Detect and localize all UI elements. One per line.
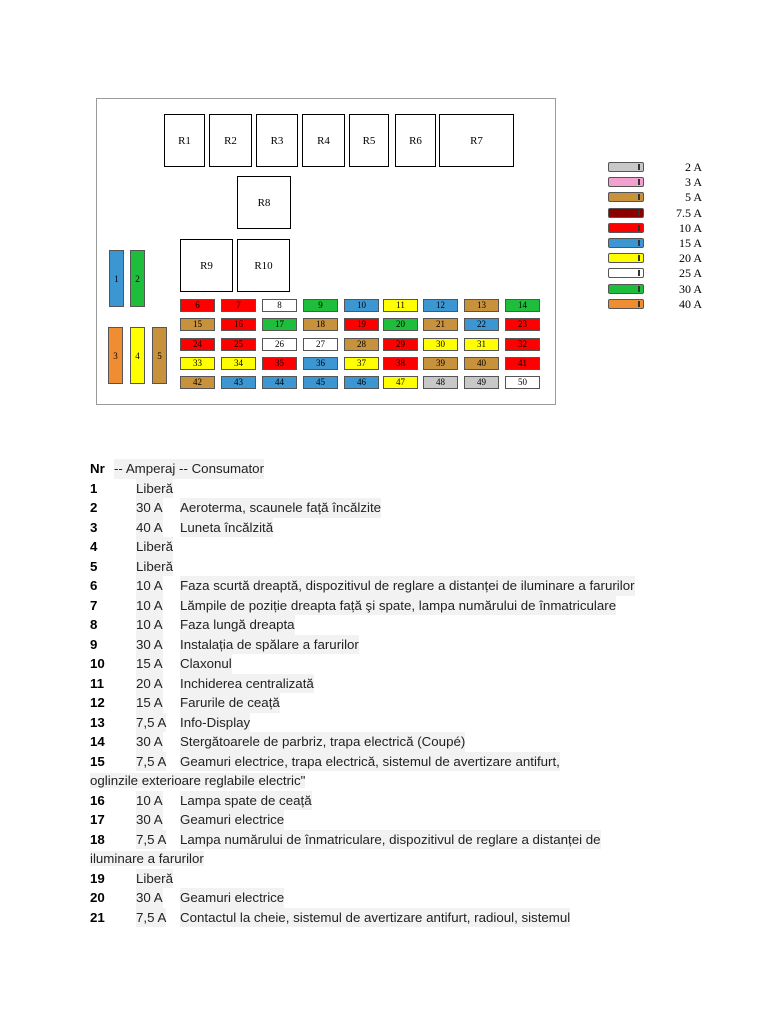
legend-label: 40 A: [678, 296, 702, 311]
list-item: [90, 635, 730, 655]
legend-label: 7.5 A: [675, 205, 702, 220]
relay-r2: R2: [209, 114, 252, 167]
relay-r10: R10: [237, 239, 290, 292]
relay-r5: R5: [349, 114, 389, 167]
item-number: 5: [90, 558, 98, 574]
item-status: Liberă: [136, 869, 173, 889]
legend-label: 30 A: [678, 281, 702, 296]
fuse-5: 5: [152, 327, 167, 384]
item-description: Geamuri electrice: [180, 810, 284, 830]
relay-r1: R1: [164, 114, 205, 167]
list-item: [90, 498, 730, 518]
item-status: Liberă: [136, 479, 173, 499]
legend-label: 2 A: [684, 160, 702, 174]
list-item: [90, 908, 730, 928]
list-item: [90, 830, 730, 850]
legend-label: 5 A: [684, 190, 702, 205]
item-number: 4: [90, 539, 98, 554]
item-number: 19: [90, 870, 105, 886]
item-description: Aeroterma, scaunele față încălzite: [180, 498, 381, 518]
item-amperage: 10 A: [136, 576, 163, 596]
item-amperage: 7,5 A: [136, 752, 166, 772]
item-description: Faza lungă dreapta: [180, 615, 295, 635]
list-item: [90, 596, 730, 616]
item-number: 11: [90, 675, 105, 691]
fuse-7: 7: [221, 299, 256, 312]
item-amperage: 15 A: [136, 654, 163, 674]
fuse-32: 32: [505, 338, 540, 351]
item-status: Liberă: [136, 537, 173, 557]
fuse-35: 35: [262, 357, 297, 370]
relay-r3: R3: [256, 114, 298, 167]
item-number: 14: [90, 734, 105, 749]
header-columns: -- Amperaj -- Consumator: [114, 459, 264, 479]
fuse-14: 14: [505, 299, 540, 312]
fuse-36: 36: [303, 357, 338, 370]
item-status: Liberă: [136, 557, 173, 577]
fuse-12: 12: [423, 299, 458, 312]
item-description: Geamuri electrice: [180, 888, 284, 908]
item-description: iluminare a farurilor: [90, 851, 204, 866]
item-amperage: 10 A: [136, 615, 163, 635]
relay-r8: R8: [237, 176, 291, 229]
fuse-17: 17: [262, 318, 297, 331]
item-amperage: 15 A: [136, 693, 163, 713]
fuse-swatch-icon: [608, 208, 644, 218]
item-description: oglinzile exterioare reglabile electric": [90, 773, 306, 788]
fuse-44: 44: [262, 376, 297, 389]
fuse-46: 46: [344, 376, 379, 389]
legend-item: [608, 236, 718, 251]
fuse-8: 8: [262, 299, 297, 312]
list-item: [90, 537, 730, 557]
item-description: Lămpile de poziție dreapta față şi spate, lampa numărului de înmatriculare: [180, 596, 616, 616]
fuse-40: 40: [464, 357, 499, 370]
fuse-37: 37: [344, 357, 379, 370]
fuse-45: 45: [303, 376, 338, 389]
list-item: [90, 810, 730, 830]
fuse-6: 6: [180, 299, 215, 312]
item-description: Faza scurtă dreaptă, dispozitivul de reglare a distanței de iluminare a farurilor: [180, 576, 635, 596]
fuse-29: 29: [383, 338, 418, 351]
fuse-13: 13: [464, 299, 499, 312]
fuse-2: 2: [130, 250, 145, 307]
legend-item: [608, 221, 718, 236]
fuse-39: 39: [423, 357, 458, 370]
list-item: [90, 479, 730, 499]
legend-label: 10 A: [678, 220, 702, 235]
fuse-43: 43: [221, 376, 256, 389]
item-description: Stergătoarele de parbriz, trapa electrică (Coupé): [180, 732, 465, 752]
fuse-25: 25: [221, 338, 256, 351]
item-number: 2: [90, 500, 98, 515]
fuse-31: 31: [464, 338, 499, 351]
fuse-49: 49: [464, 376, 499, 389]
relay-r7: R7: [439, 114, 514, 167]
fuse-50: 50: [505, 376, 540, 389]
fuse-list: [90, 459, 730, 927]
item-amperage: 7,5 A: [136, 713, 166, 733]
fuse-28: 28: [344, 338, 379, 351]
list-item: [90, 674, 730, 694]
fuse-33: 33: [180, 357, 215, 370]
fuse-22: 22: [464, 318, 499, 331]
fuse-30: 30: [423, 338, 458, 351]
item-number: 1: [90, 480, 98, 496]
legend-item: [608, 175, 718, 190]
item-description: Instalația de spălare a farurilor: [180, 635, 359, 655]
list-item: [90, 752, 730, 772]
list-item: [90, 869, 730, 889]
item-number: 12: [90, 695, 105, 710]
item-description: Claxonul: [180, 654, 232, 674]
legend-item: [608, 206, 718, 221]
fuse-1: 1: [109, 250, 124, 307]
legend-item: [608, 251, 718, 266]
fuse-20: 20: [383, 318, 418, 331]
item-number: 18: [90, 831, 105, 847]
item-description: Contactul la cheie, sistemul de avertizare antifurt, radioul, sistemul: [180, 908, 570, 928]
fuse-swatch-icon: [608, 284, 644, 294]
fuse-34: 34: [221, 357, 256, 370]
fuse-19: 19: [344, 318, 379, 331]
item-number: 15: [90, 753, 105, 769]
item-number: 17: [90, 812, 105, 827]
item-amperage: 30 A: [136, 498, 163, 518]
item-number: 21: [90, 909, 105, 925]
item-amperage: 40 A: [136, 518, 163, 538]
fuse-26: 26: [262, 338, 297, 351]
item-description: Luneta încălzită: [180, 518, 273, 538]
legend-item: [608, 297, 718, 312]
fuse-27: 27: [303, 338, 338, 351]
item-number: 6: [90, 578, 98, 593]
legend-label: 25 A: [678, 266, 702, 281]
item-amperage: 30 A: [136, 888, 163, 908]
fuse-swatch-icon: [608, 268, 644, 278]
fuse-15: 15: [180, 318, 215, 331]
list-item: [90, 576, 730, 596]
list-item: [90, 888, 730, 908]
fuse-10: 10: [344, 299, 379, 312]
fuse-18: 18: [303, 318, 338, 331]
list-item: [90, 654, 730, 674]
fuse-swatch-icon: [608, 177, 644, 187]
fuse-9: 9: [303, 299, 338, 312]
list-item: [90, 615, 730, 635]
fuse-38: 38: [383, 357, 418, 370]
item-number: 9: [90, 636, 98, 652]
fuse-21: 21: [423, 318, 458, 331]
fuse-swatch-icon: [608, 299, 644, 309]
fuse-box-diagram: [96, 98, 556, 405]
fuse-24: 24: [180, 338, 215, 351]
fuse-48: 48: [423, 376, 458, 389]
item-description: Farurile de ceață: [180, 693, 280, 713]
list-item-continuation: [90, 849, 730, 869]
relay-r9: R9: [180, 239, 233, 292]
item-description: Inchiderea centralizată: [180, 674, 314, 694]
fuse-3: 3: [108, 327, 123, 384]
item-amperage: 7,5 A: [136, 830, 166, 850]
fuse-swatch-icon: [608, 253, 644, 263]
fuse-swatch-icon: [608, 162, 644, 172]
legend-label: 3 A: [684, 175, 702, 190]
item-number: 16: [90, 792, 105, 808]
list-item: [90, 693, 730, 713]
legend-item: [608, 282, 718, 297]
item-amperage: 30 A: [136, 732, 163, 752]
fuse-16: 16: [221, 318, 256, 331]
list-header: [90, 459, 730, 479]
item-number: 20: [90, 890, 105, 905]
item-number: 8: [90, 617, 98, 632]
fuse-23: 23: [505, 318, 540, 331]
item-amperage: 20 A: [136, 674, 163, 694]
item-number: 7: [90, 597, 98, 613]
list-item: [90, 713, 730, 733]
fuse-swatch-icon: [608, 238, 644, 248]
list-item: [90, 557, 730, 577]
legend-label: 20 A: [678, 251, 702, 266]
list-item: [90, 732, 730, 752]
legend-item: [608, 266, 718, 281]
list-item: [90, 518, 730, 538]
item-description: Geamuri electrice, trapa electrică, sistemul de avertizare antifurt,: [180, 752, 560, 772]
item-amperage: 7,5 A: [136, 908, 166, 928]
header-nr: Nr: [90, 461, 105, 476]
fuse-swatch-icon: [608, 192, 644, 202]
item-number: 3: [90, 519, 98, 535]
item-description: Info-Display: [180, 713, 250, 733]
relay-r4: R4: [302, 114, 345, 167]
legend-item: [608, 190, 718, 205]
fuse-4: 4: [130, 327, 145, 384]
fuse-swatch-icon: [608, 223, 644, 233]
fuse-42: 42: [180, 376, 215, 389]
fuse-41: 41: [505, 357, 540, 370]
item-amperage: 10 A: [136, 596, 163, 616]
list-item: [90, 791, 730, 811]
item-amperage: 30 A: [136, 635, 163, 655]
legend-item: [608, 160, 718, 175]
item-number: 10: [90, 656, 105, 671]
item-description: Lampa numărului de înmatriculare, dispozitivul de reglare a distanței de: [180, 830, 601, 850]
list-item-continuation: [90, 771, 730, 791]
item-amperage: 30 A: [136, 810, 163, 830]
item-description: Lampa spate de ceață: [180, 791, 312, 811]
item-number: 13: [90, 714, 105, 730]
item-amperage: 10 A: [136, 791, 163, 811]
fuse-47: 47: [383, 376, 418, 389]
relay-r6: R6: [395, 114, 436, 167]
fuse-11: 11: [383, 299, 418, 312]
legend-label: 15 A: [678, 236, 702, 250]
